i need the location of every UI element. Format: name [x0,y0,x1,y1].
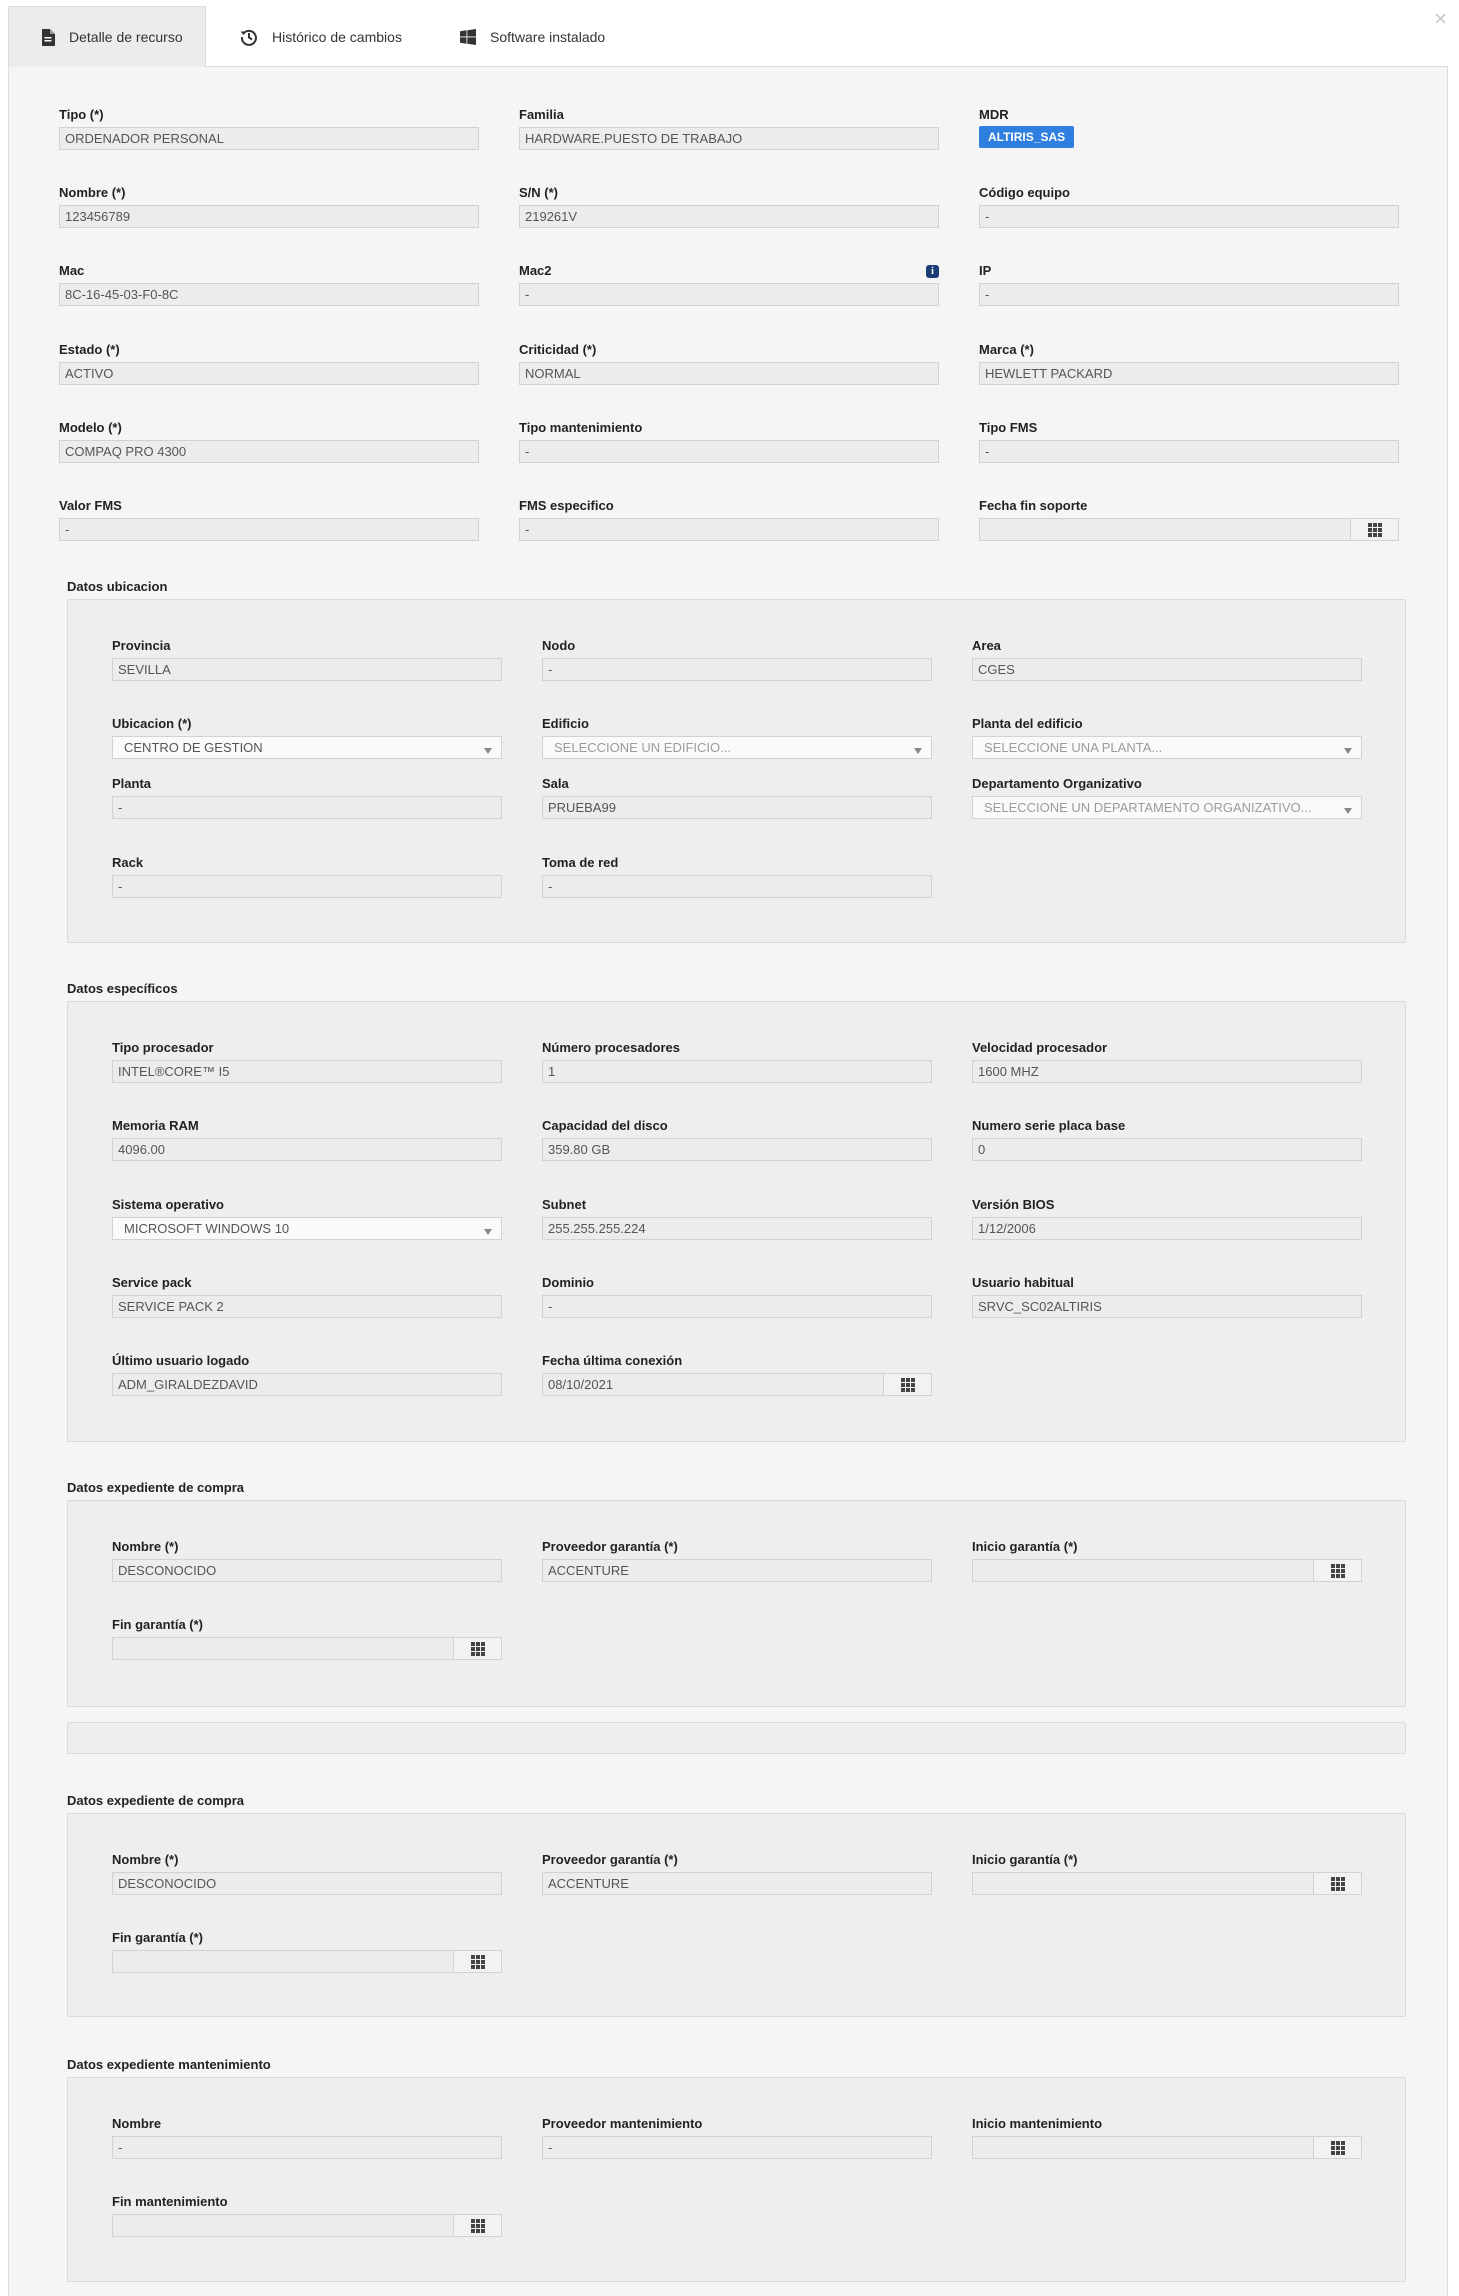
mant-nombre-input[interactable]: - [112,2136,502,2159]
mantenimiento-box [67,2077,1406,2282]
mac2-label-row [519,263,939,279]
num-procesadores-label: Número procesadores [542,1040,680,1055]
tipo-fms-label: Tipo FMS [979,420,1038,435]
compra2-fin-input[interactable] [112,1950,502,1973]
provincia-field [112,638,502,681]
calendar-button[interactable] [453,2215,501,2236]
calendar-grid-icon [1331,2141,1345,2155]
sistema-operativo-select[interactable]: MICROSOFT WINDOWS 10 [112,1217,502,1240]
mant-proveedor-input[interactable]: - [542,2136,932,2159]
empty-box [67,1722,1406,1754]
especificos-title: Datos específicos [67,981,178,996]
fecha-conexion-label: Fecha última conexión [542,1353,683,1368]
tipo-mantenimiento-field [519,420,939,463]
sn-label: S/N (*) [519,185,558,200]
provincia-label: Provincia [112,638,171,653]
velocidad-field [972,1040,1362,1083]
windows-icon [460,29,476,45]
serie-placa-input[interactable]: 0 [972,1138,1362,1161]
nombre-field [59,185,479,228]
compra1-inicio-input[interactable] [972,1559,1362,1582]
service-pack-label: Service pack [112,1275,192,1290]
usuario-habitual-input[interactable]: SRVC_SC02ALTIRIS [972,1295,1362,1318]
disco-field [542,1118,932,1161]
mac2-label: Mac2 [519,263,552,278]
marca-field [979,342,1399,385]
calendar-button[interactable] [883,1374,931,1395]
sn-input[interactable]: 219261V [519,205,939,228]
area-input[interactable]: CGES [972,658,1362,681]
mant-proveedor-label: Proveedor mantenimiento [542,2116,703,2131]
calendar-grid-icon [901,1378,915,1392]
compra2-proveedor-field [542,1852,932,1895]
planta-field [112,776,502,819]
codigo-equipo-field [979,185,1399,228]
fecha-fin-soporte-field [979,498,1399,541]
edificio-label: Edificio [542,716,589,731]
provincia-input[interactable]: SEVILLA [112,658,502,681]
modelo-field [59,420,479,463]
mant-nombre-field [112,2116,502,2159]
estado-label: Estado (*) [59,342,120,357]
sala-input[interactable]: PRUEBA99 [542,796,932,819]
calendar-button[interactable] [453,1638,501,1659]
planta-edificio-label: Planta del edificio [972,716,1083,731]
memoria-label: Memoria RAM [112,1118,199,1133]
valor-fms-label: Valor FMS [59,498,122,513]
calendar-button[interactable] [1313,1560,1361,1581]
mac-input[interactable]: 8C-16-45-03-F0-8C [59,283,479,306]
ubicacion-title: Datos ubicacion [67,579,168,594]
compra2-proveedor-input[interactable]: ACCENTURE [542,1872,932,1895]
ip-field [979,263,1399,306]
tipo-procesador-input[interactable]: INTEL®CORE™ I5 [112,1060,502,1083]
modelo-label: Modelo (*) [59,420,122,435]
memoria-input[interactable]: 4096.00 [112,1138,502,1161]
tipo-field [59,107,479,150]
fms-especifico-input[interactable]: - [519,518,939,541]
dominio-field [542,1275,932,1318]
compra1-nombre-label: Nombre (*) [112,1539,179,1554]
compra2-nombre-label: Nombre (*) [112,1852,179,1867]
mac-label: Mac [59,263,85,278]
toma-red-field [542,855,932,898]
mant-inicio-label: Inicio mantenimiento [972,2116,1103,2131]
ubicacion-field [112,716,502,759]
subnet-input[interactable]: 255.255.255.224 [542,1217,932,1240]
service-pack-input[interactable]: SERVICE PACK 2 [112,1295,502,1318]
subnet-field [542,1197,932,1240]
mantenimiento-title: Datos expediente mantenimiento [67,2057,271,2072]
sistema-operativo-field [112,1197,502,1240]
tipo-mantenimiento-input[interactable]: - [519,440,939,463]
tipo-procesador-field [112,1040,502,1083]
tipo-fms-input[interactable]: - [979,440,1399,463]
mant-nombre-label: Nombre [112,2116,162,2131]
nodo-label: Nodo [542,638,576,653]
compra2-box [67,1813,1406,2017]
nodo-field [542,638,932,681]
compra1-box [67,1500,1406,1707]
mdr-label: MDR [979,107,1009,122]
usuario-habitual-label: Usuario habitual [972,1275,1074,1290]
planta-edificio-select[interactable]: SELECCIONE UNA PLANTA... [972,736,1362,759]
mant-proveedor-field [542,2116,932,2159]
serie-placa-label: Numero serie placa base [972,1118,1126,1133]
toma-red-label: Toma de red [542,855,619,870]
mant-fin-input[interactable] [112,2214,502,2237]
compra2-inicio-field [972,1852,1362,1895]
dominio-label: Dominio [542,1275,594,1290]
compra2-title: Datos expediente de compra [67,1793,244,1808]
codigo-equipo-input[interactable]: - [979,205,1399,228]
departamento-select[interactable]: SELECCIONE UN DEPARTAMENTO ORGANIZATIVO... [972,796,1362,819]
velocidad-input[interactable]: 1600 MHZ [972,1060,1362,1083]
calendar-grid-icon [471,2219,485,2233]
tab-detalle-label: Detalle de recurso [69,29,183,45]
tab-software-label: Software instalado [490,28,606,45]
calendar-button[interactable] [1350,519,1398,540]
familia-input[interactable]: HARDWARE.PUESTO DE TRABAJO [519,127,939,150]
num-procesadores-field [542,1040,932,1083]
compra1-title: Datos expediente de compra [67,1480,244,1495]
bios-label: Versión BIOS [972,1197,1055,1212]
area-label: Area [972,638,1001,653]
sala-field [542,776,932,819]
calendar-grid-icon [1331,1877,1345,1891]
tipo-input[interactable]: ORDENADOR PERSONAL [59,127,479,150]
edificio-select[interactable]: SELECCIONE UN EDIFICIO... [542,736,932,759]
nombre-input[interactable]: 123456789 [59,205,479,228]
mdr-badge: ALTIRIS_SAS [979,126,1074,148]
disco-input[interactable]: 359.80 GB [542,1138,932,1161]
tipo-fms-field [979,420,1399,463]
departamento-field [972,776,1362,819]
area-field [972,638,1362,681]
compra1-proveedor-field [542,1539,932,1582]
rack-label: Rack [112,855,144,870]
sistema-operativo-label: Sistema operativo [112,1197,224,1212]
fecha-conexion-input[interactable] [542,1373,932,1396]
criticidad-field [519,342,939,385]
estado-input[interactable]: ACTIVO [59,362,479,385]
marca-input[interactable]: HEWLETT PACKARD [979,362,1399,385]
ultimo-usuario-label: Último usuario logado [112,1353,250,1368]
compra2-nombre-input[interactable]: DESCONOCIDO [112,1872,502,1895]
tipo-mantenimiento-label: Tipo mantenimiento [519,420,643,435]
valor-fms-field [59,498,479,541]
tab-detalle-recurso[interactable] [8,6,206,67]
tipo-label: Tipo (*) [59,107,104,122]
memoria-field [112,1118,502,1161]
calendar-grid-icon [471,1642,485,1656]
compra2-inicio-input[interactable] [972,1872,1362,1895]
edificio-field [542,716,932,759]
mant-fin-label: Fin mantenimiento [112,2194,228,2209]
planta-input[interactable]: - [112,796,502,819]
mac-field [59,263,479,306]
document-icon [41,29,55,46]
mant-inicio-input[interactable] [972,2136,1362,2159]
planta-edificio-field [972,716,1362,759]
familia-label: Familia [519,107,564,122]
usuario-habitual-field [972,1275,1362,1318]
mdr-field [979,107,1399,148]
calendar-button[interactable] [1313,1873,1361,1894]
compra1-inicio-field [972,1539,1362,1582]
compra1-nombre-field [112,1539,502,1582]
compra1-inicio-label: Inicio garantía (*) [972,1539,1078,1554]
serie-placa-field [972,1118,1362,1161]
close-icon[interactable]: × [1434,6,1447,31]
bios-input[interactable]: 1/12/2006 [972,1217,1362,1240]
tab-bar [8,6,1448,67]
history-icon [240,28,258,46]
ubicacion-box [67,599,1406,943]
fecha-conexion-field [542,1353,932,1396]
departamento-label: Departamento Organizativo [972,776,1142,791]
compra1-proveedor-input[interactable]: ACCENTURE [542,1559,932,1582]
calendar-button[interactable] [1313,2137,1361,2158]
codigo-equipo-label: Código equipo [979,185,1070,200]
tab-software-instalado[interactable] [460,6,605,67]
fms-especifico-label: FMS especifico [519,498,614,513]
calendar-grid-icon [1331,1564,1345,1578]
resource-detail-panel [8,67,1448,2296]
compra1-fin-input[interactable] [112,1637,502,1660]
valor-fms-input[interactable]: - [59,518,479,541]
tab-historico-label: Histórico de cambios [272,28,402,45]
sala-label: Sala [542,776,569,791]
mant-fin-field [112,2194,502,2237]
modelo-input[interactable]: COMPAQ PRO 4300 [59,440,479,463]
criticidad-label: Criticidad (*) [519,342,597,357]
fms-especifico-field [519,498,939,541]
ip-label: IP [979,263,992,278]
familia-field [519,107,939,150]
rack-field [112,855,502,898]
dominio-input[interactable]: - [542,1295,932,1318]
planta-label: Planta [112,776,152,791]
fecha-fin-soporte-input[interactable] [979,518,1399,541]
calendar-button[interactable] [453,1951,501,1972]
mac2-input[interactable]: - [519,283,939,306]
compra1-fin-label: Fin garantía (*) [112,1617,204,1632]
service-pack-field [112,1275,502,1318]
velocidad-label: Velocidad procesador [972,1040,1108,1055]
fecha-conexion-value: 08/10/2021 [548,1377,614,1392]
toma-red-input[interactable]: - [542,875,932,898]
num-procesadores-input[interactable]: 1 [542,1060,932,1083]
tab-historico-cambios[interactable] [240,6,402,67]
nodo-input[interactable]: - [542,658,932,681]
mant-inicio-field [972,2116,1362,2159]
info-icon[interactable]: i [926,265,939,278]
estado-field [59,342,479,385]
especificos-box [67,1001,1406,1442]
disco-label: Capacidad del disco [542,1118,668,1133]
ip-input[interactable]: - [979,283,1399,306]
ubicacion-select[interactable]: CENTRO DE GESTION [112,736,502,759]
bios-field [972,1197,1362,1240]
ultimo-usuario-field [112,1353,502,1396]
fecha-fin-soporte-label: Fecha fin soporte [979,498,1088,513]
compra1-proveedor-label: Proveedor garantía (*) [542,1539,678,1554]
compra2-inicio-label: Inicio garantía (*) [972,1852,1078,1867]
compra1-fin-field [112,1617,502,1660]
ultimo-usuario-input[interactable]: ADM_GIRALDEZDAVID [112,1373,502,1396]
mac2-field [519,263,939,306]
tipo-procesador-label: Tipo procesador [112,1040,214,1055]
compra2-fin-label: Fin garantía (*) [112,1930,204,1945]
ubicacion-label: Ubicacion (*) [112,716,192,731]
compra2-proveedor-label: Proveedor garantía (*) [542,1852,678,1867]
marca-label: Marca (*) [979,342,1034,357]
rack-input[interactable]: - [112,875,502,898]
subnet-label: Subnet [542,1197,587,1212]
criticidad-input[interactable]: NORMAL [519,362,939,385]
calendar-grid-icon [1368,523,1382,537]
calendar-grid-icon [471,1955,485,1969]
compra1-nombre-input[interactable]: DESCONOCIDO [112,1559,502,1582]
sn-field [519,185,939,228]
nombre-label: Nombre (*) [59,185,126,200]
compra2-fin-field [112,1930,502,1973]
compra2-nombre-field [112,1852,502,1895]
